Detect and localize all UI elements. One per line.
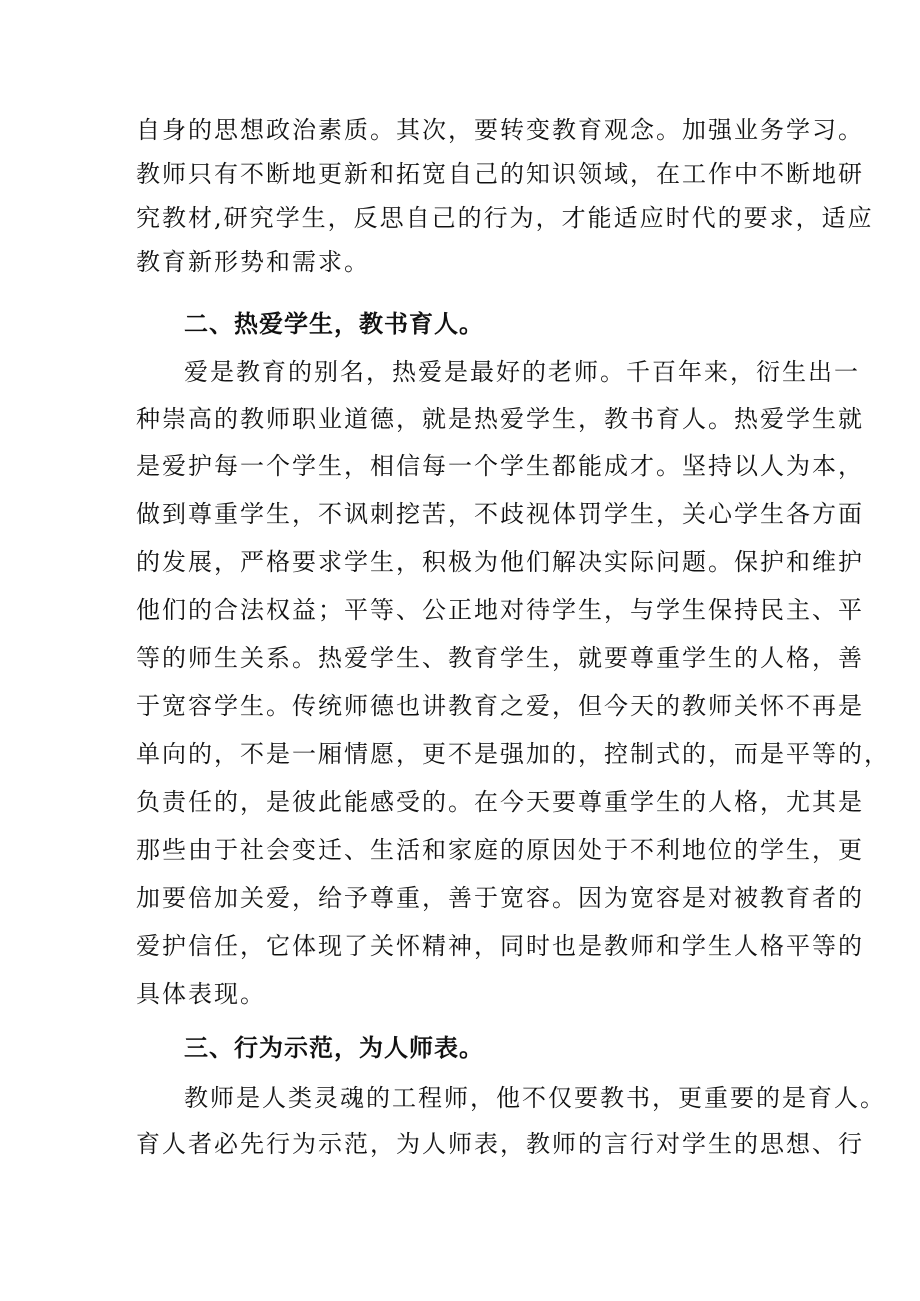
- paragraph-line: 究教材,研究学生，反思自己的行为，才能适应时代的要求，适应: [136, 204, 874, 232]
- paragraph-line: 教育新形势和需求。: [136, 248, 370, 276]
- paragraph-line: 具体表现。: [136, 980, 266, 1008]
- paragraph-line: 爱是教育的别名，热爱是最好的老师。千百年来，衍生出一: [184, 358, 860, 386]
- paragraph-line: 是爱护每一个学生，相信每一个学生都能成才。坚持以人为本，: [136, 452, 864, 480]
- section-heading-2: 二、热爱学生，教书育人。: [184, 310, 484, 338]
- paragraph-line: 于宽容学生。传统师德也讲教育之爱，但今天的教师关怀不再是: [136, 692, 864, 720]
- paragraph-line: 的发展，严格要求学生，积极为他们解决实际问题。保护和维护: [136, 548, 864, 576]
- paragraph-line: 育人者必先行为示范，为人师表，教师的言行对学生的思想、行: [136, 1130, 864, 1158]
- paragraph-line: 教师是人类灵魂的工程师，他不仅要教书，更重要的是育人。: [184, 1084, 886, 1112]
- paragraph-line: 做到尊重学生，不讽刺挖苦，不歧视体罚学生，关心学生各方面: [136, 500, 864, 528]
- paragraph-line: 单向的，不是一厢情愿，更不是强加的，控制式的，而是平等的，: [136, 740, 890, 768]
- paragraph-line: 他们的合法权益；平等、公正地对待学生，与学生保持民主、平: [136, 596, 864, 624]
- paragraph-line: 加要倍加关爱，给予尊重，善于宽容。因为宽容是对被教育者的: [136, 884, 864, 912]
- paragraph-line: 负责任的，是彼此能感受的。在今天要尊重学生的人格，尤其是: [136, 788, 864, 816]
- paragraph-line: 教师只有不断地更新和拓宽自己的知识领域，在工作中不断地研: [136, 160, 864, 188]
- paragraph-line: 自身的思想政治素质。其次，要转变教育观念。加强业务学习。: [136, 116, 864, 144]
- paragraph-line: 等的师生关系。热爱学生、教育学生，就要尊重学生的人格，善: [136, 644, 864, 672]
- paragraph-line: 那些由于社会变迁、生活和家庭的原因处于不利地位的学生，更: [136, 836, 864, 864]
- section-heading-3: 三、行为示范，为人师表。: [184, 1034, 484, 1062]
- paragraph-line: 爱护信任，它体现了关怀精神，同时也是教师和学生人格平等的: [136, 932, 864, 960]
- paragraph-line: 种崇高的教师职业道德，就是热爱学生，教书育人。热爱学生就: [136, 405, 864, 433]
